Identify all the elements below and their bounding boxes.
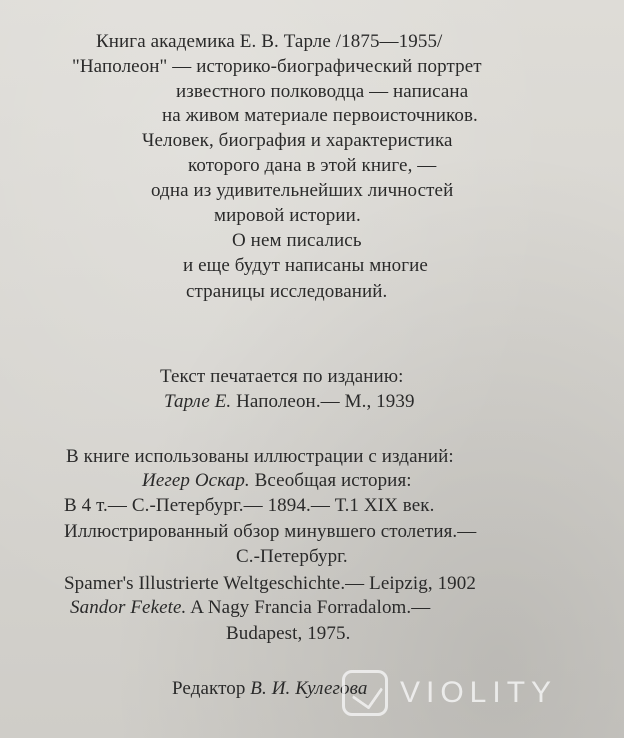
source-edition-label: Текст печатается по изданию:: [160, 366, 404, 387]
editor-credit: [172, 678, 367, 700]
block1-line-9: О нем писались: [232, 230, 362, 251]
block1-line-6: которого дана в этой книге, —: [188, 155, 437, 176]
watermark: [342, 665, 557, 721]
block1-line-8: мировой истории.: [214, 205, 361, 226]
editor-name: В. И. Кулегова: [250, 678, 368, 699]
ieger-author: Иегер Оскар.: [142, 470, 250, 491]
sandor-title: A Nagy Francia Forradalom.—: [186, 597, 431, 618]
violity-logo-icon: [342, 670, 388, 716]
source-edition-citation: [164, 391, 415, 413]
obzor-title: Иллюстрированный обзор минувшего столетия.—: [64, 521, 477, 542]
block1-line-1: Книга академика Е. В. Тарле /1875—1955/: [96, 31, 443, 52]
ieger-title: Всеобщая история:: [249, 470, 412, 491]
spamer-citation: Spamer's Illustrierte Weltgeschichte.— Leipzig, 1902: [64, 573, 476, 594]
block1-line-10: и еще будут написаны многие: [183, 255, 428, 276]
sandor-author: Sandor Fekete.: [70, 597, 187, 618]
citation-details: Наполеон.— М., 1939: [231, 391, 415, 412]
block1-line-11: страницы исследований.: [186, 281, 388, 302]
obzor-city: С.-Петербург.: [236, 546, 348, 567]
block1-line-4: на живом материале первоисточников.: [162, 105, 478, 126]
sandor-citation: [70, 597, 430, 619]
watermark-text: VIOLITY: [400, 676, 558, 709]
sandor-city: Budapest, 1975.: [226, 623, 351, 644]
illustrations-intro: В книге использованы иллюстрации с изданий:: [66, 446, 454, 467]
block1-line-2: "Наполеон" — историко-биографический портрет: [72, 56, 482, 77]
citation-author: Тарле Е.: [164, 391, 232, 412]
ieger-citation: [142, 470, 412, 492]
editor-label: Редактор: [172, 678, 251, 699]
ieger-details: В 4 т.— С.-Петербург.— 1894.— Т.1 XIX век.: [64, 495, 435, 516]
block1-line-7: одна из удивительнейших личностей: [151, 180, 454, 201]
block1-line-3: известного полководца — написана: [176, 81, 469, 102]
block1-line-5: Человек, биография и характеристика: [142, 130, 453, 151]
